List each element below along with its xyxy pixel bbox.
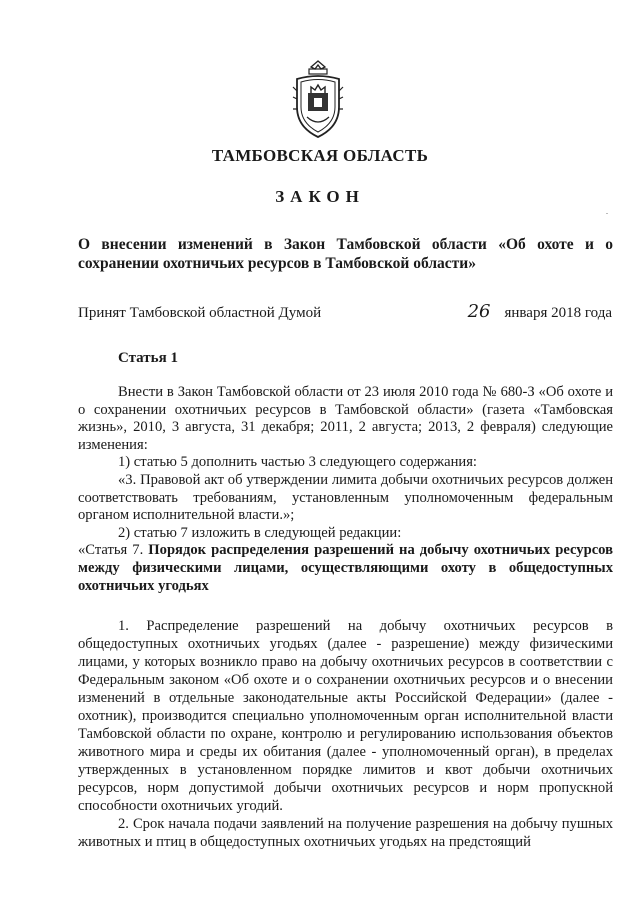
region-name: ТАМБОВСКАЯ ОБЛАСТЬ xyxy=(211,146,429,165)
article-heading: Статья 1 xyxy=(118,350,178,366)
law-title: О внесении изменений в Закон Тамбовской области «Об охоте и о сохранении охотничьих ресурсов в Тамбовской области» xyxy=(78,236,613,272)
adoption-date xyxy=(468,301,612,322)
document-type: ЗАКОН xyxy=(275,187,365,206)
article-body xyxy=(78,384,613,595)
paragraph-2: 2. Срок начала подачи заявлений на получение разрешения на добычу пушных животных и птиц в общедоступных охотничьих угодьях на предстоящий xyxy=(78,816,613,850)
scan-speck xyxy=(606,213,608,214)
handwritten-day: 26 xyxy=(467,301,491,322)
adoption-line xyxy=(78,301,612,322)
article-7-title: Порядок распределения разрешений на добычу охотничьих ресурсов между физическими лицами, осуществляющими охоту в общедоступных охотничьих угодьях xyxy=(78,542,613,594)
item-1: 1) статью 5 дополнить частью 3 следующего содержания: xyxy=(118,454,477,471)
article-7-heading xyxy=(78,542,613,595)
adoption-body: Принят Тамбовской областной Думой xyxy=(78,305,322,321)
intro-paragraph: Внести в Закон Тамбовской области от 23 июля 2010 года № 680-З «Об охоте и о сохранении охотничьих ресурсов в Тамбовской области» (газета «Тамбовская жизнь», 2010, 3 августа, 31 декабря; 2011, 2 августа; 2013, 2 февраля) следующие изменения: xyxy=(78,384,613,453)
paragraph-1: 1. Распределение разрешений на добычу охотничьих ресурсов в общедоступных охотничьих угодьях (далее - разрешение) между физическими лицами, у которых возникло право на добычу охотничьих ресурсов в соответствии с Федеральным законом «Об охоте и о сохранении охотничьих ресурсов и о внесении изменений в отдельные законодательные акты Российской Федерации» (далее - охотник), производится специально уполномоченным орган исполнительной власти Тамбовской области по охране, контролю и регулированию использования объектов животного мира и среды их обитания (далее - уполномоченный орган), в пределах утвержденных в установленном порядке лимитов и квот добычи охотничьих ресурсов, норм допустимой добычи охотничьих ресурсов и норм пропускной способности охотничьих угодий. xyxy=(78,618,613,814)
item-2: 2) статью 7 изложить в следующей редакции: xyxy=(118,524,402,541)
article-7-text xyxy=(78,617,613,851)
item-1-text: «3. Правовой акт об утверждении лимита добычи охотничьих ресурсов должен соответствовать требованиям, установленным уполномоченным федеральным органом исполнительной власти.»; xyxy=(78,471,613,524)
coat-of-arms-icon xyxy=(287,57,349,141)
adoption-month-year: января 2018 года xyxy=(504,305,612,321)
article-7-prefix: «Статья 7. xyxy=(78,542,149,559)
